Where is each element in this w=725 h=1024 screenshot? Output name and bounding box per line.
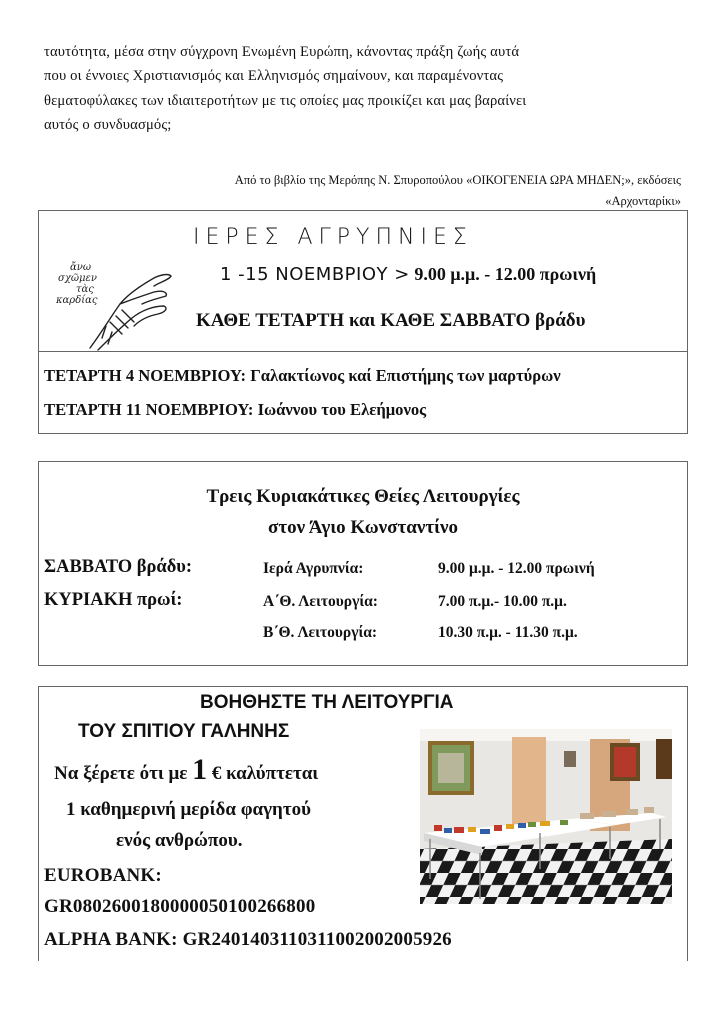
intro-line: θεματοφύλακες των ιδιαιτεροτήτων με τις οποίες μας προικίζει και μας βαραίνει xyxy=(44,92,527,109)
praying-hands-icon xyxy=(50,252,175,354)
row-time: 10.30 π.μ. - 11.30 π.μ. xyxy=(438,624,578,641)
feast-date: ΤΕΤΑΡΤΗ 4 ΝΟΕΜΒΡΙΟΥ: xyxy=(44,366,247,385)
amount-number: 1 xyxy=(192,753,208,786)
vigils-weekly: ΚΑΘΕ ΤΕΤΑΡΤΗ και ΚΑΘΕ ΣΑΒΒΑΤΟ βράδυ xyxy=(196,310,586,331)
row-time: 7.00 π.μ.- 10.00 π.μ. xyxy=(438,593,567,610)
vigils-divider xyxy=(38,351,688,352)
logo-word: τὰς xyxy=(76,284,94,295)
dining-room-image xyxy=(420,729,672,904)
citation-line: «Αρχονταρίκι» xyxy=(605,194,681,208)
dining-hall-photo xyxy=(420,729,672,904)
logo-word: σχῶμεν xyxy=(58,273,97,284)
citation-line: Από το βιβλίο της Μερόπης Ν. Σπυροπούλου «ΟΙΚΟΓΕΝΕΙΑ ΩΡΑ ΜΗΔΕΝ;», εκδόσεις xyxy=(234,173,681,187)
amount-post: € καλύπτεται xyxy=(211,763,319,784)
intro-line: ταυτότητα, μέσα στην σύγχρονη Ενωμένη Ευρώπη, κάνοντας πράξη ζωής αυτά xyxy=(44,44,520,60)
liturgies-title: Τρεις Κυριακάτικες Θείες Λειτουργίες xyxy=(206,486,520,507)
intro-line: αυτός ο συνδυασμός; xyxy=(44,116,172,133)
meal-line: 1 καθημερινή μερίδα φαγητού xyxy=(66,799,311,820)
alpha-iban: GR2401403110311002002005926 xyxy=(182,929,452,950)
liturgies-subtitle: στον Άγιο Κωνσταντίνο xyxy=(268,517,458,538)
intro-paragraph xyxy=(44,40,682,137)
feast-line xyxy=(44,400,426,420)
row-service: Ιερά Αγρυπνία: xyxy=(263,560,364,577)
help-heading: ΒΟΗΘΗΣΤΕ ΤΗ ΛΕΙΤΟΥΡΓΙΑ xyxy=(200,692,454,713)
intro-line: που οι έννοιες Χριστιανισμός και Ελληνισμός σημαίνουν, και παραμένοντας xyxy=(44,68,504,85)
eurobank-iban: GR0802600180000050100266800 xyxy=(44,896,316,917)
logo-word: ἄνω xyxy=(70,262,91,273)
feast-name: Γαλακτίωνος καί Επιστήμης των μαρτύρων xyxy=(250,366,561,385)
alpha-bank-line xyxy=(44,929,452,951)
book-citation xyxy=(235,170,681,212)
alpha-label: ALPHA BANK: xyxy=(44,929,178,950)
donation-amount-line xyxy=(54,753,319,786)
row-service: Β΄Θ. Λειτουργία: xyxy=(263,624,378,641)
vigils-title: ΙΕΡΕΣ ΑΓΡΥΠΝΙΕΣ xyxy=(193,225,473,250)
dates-time: 9.00 μ.μ. - 12.00 πρωινή xyxy=(414,264,597,284)
row-service: Α΄Θ. Λειτουργία: xyxy=(263,593,378,610)
person-line: ενός ανθρώπου. xyxy=(116,830,243,851)
dates-range: 1 -15 ΝΟΕΜΒΡΙΟΥ > xyxy=(220,264,410,285)
feast-name: Ιωάννου του Ελεήμονος xyxy=(257,400,427,419)
logo-word: καρδίας xyxy=(56,295,98,306)
vigil-dates xyxy=(220,264,596,285)
feast-date: ΤΕΤΑΡΤΗ 11 ΝΟΕΜΒΡΙΟΥ: xyxy=(44,400,254,419)
eurobank-label: EUROBANK: xyxy=(44,865,162,886)
amount-pre: Να ξέρετε ότι με xyxy=(54,763,188,784)
row-label: ΣΑΒΒΑΤΟ βράδυ: xyxy=(44,557,193,577)
row-label: ΚΥΡΙΑΚΗ πρωί: xyxy=(44,590,183,610)
feast-line xyxy=(44,366,561,386)
hands-logo xyxy=(50,252,175,354)
help-subheading: ΤΟΥ ΣΠΙΤΙΟΥ ΓΑΛΗΝΗΣ xyxy=(78,721,290,742)
row-time: 9.00 μ.μ. - 12.00 πρωινή xyxy=(438,560,595,577)
